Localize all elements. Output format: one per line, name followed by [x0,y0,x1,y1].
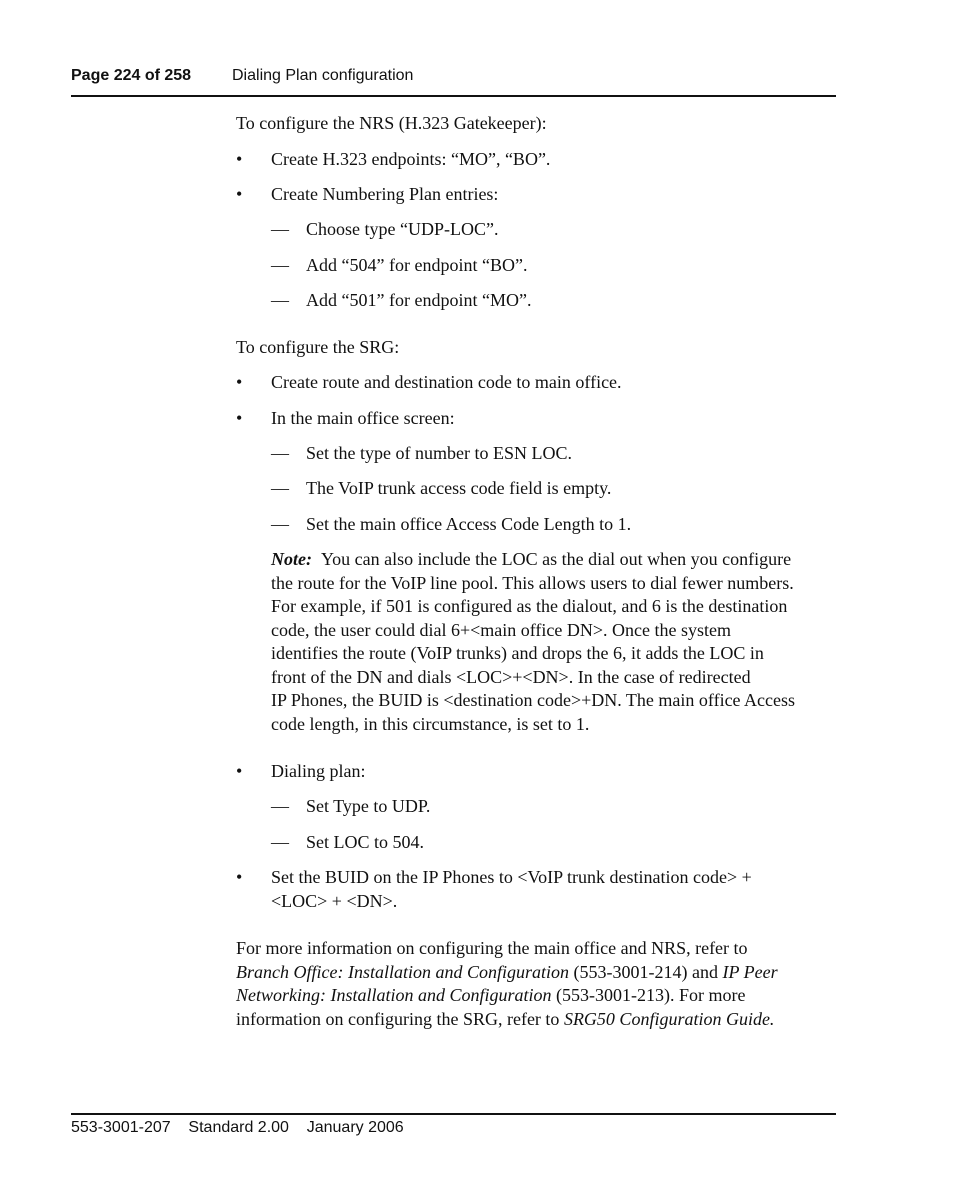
srg-bullet-main-office: In the main office screen: [271,408,455,428]
note-line: front of the DN and dials <LOC>+<DN>. In the case of redirected [271,666,751,687]
dash-marker: — [271,290,289,310]
note-block [271,548,837,736]
dash-marker: — [271,478,289,498]
bullet-marker: • [236,408,243,428]
bullet-marker: • [236,184,243,204]
doc-ref-branch-office: Branch Office: Installation and Configuration [236,961,569,982]
dash-marker: — [271,443,289,463]
standard-version: Standard 2.00 [188,1119,289,1136]
page-header [71,66,836,88]
more-info-line: information on configuring the SRG, refer to SRG50 Configuration Guide. [236,1008,775,1029]
more-info-line: Branch Office: Installation and Configuration (553-3001-214) and IP Peer [236,961,778,982]
note-line: Note: You can also include the LOC as the dial out when you configure [271,549,792,569]
dash-marker: — [271,514,289,534]
page-number: Page 224 of 258 [71,67,192,84]
bullet-marker: • [236,867,243,887]
nrs-intro: To configure the NRS (H.323 Gatekeeper): [236,113,547,133]
note-line: identifies the route (VoIP trunks) and drops the 6, it adds the LOC in [271,643,764,663]
srg-bullet-buid-line1: Set the BUID on the IP Phones to <VoIP trunk destination code> + [271,867,752,887]
note-line: code length, in this circumstance, is set to 1. [271,713,590,734]
more-info-line: Networking: Installation and Configuration (553-3001-213). For more [236,985,746,1005]
nrs-dash-504: Add “504” for endpoint “BO”. [306,255,528,275]
more-info-paragraph [236,937,836,1031]
srg-intro: To configure the SRG: [236,337,400,357]
doc-ref-srg50: SRG50 Configuration Guide. [563,1008,775,1029]
footer-rule [71,1113,836,1115]
header-rule [71,95,836,97]
srg-bullet-dialing-plan: Dialing plan: [271,761,366,781]
srg-bullet-route: Create route and destination code to main office. [271,372,622,392]
note-label: Note: [271,549,312,569]
dash-marker: — [271,219,289,239]
doc-number: 553-3001-207 [71,1119,171,1136]
bullet-marker: • [236,761,243,781]
page-footer [71,1118,404,1138]
nrs-bullet-numbering: Create Numbering Plan entries: [271,184,499,204]
srg-dash-access-code: The VoIP trunk access code field is empty. [306,478,612,498]
dash-marker: — [271,255,289,275]
dash-marker: — [271,832,289,852]
srg-dash-esn-loc: Set the type of number to ESN LOC. [306,443,572,463]
srg-dash-type-udp: Set Type to UDP. [306,796,431,816]
doc-ref-ip-peer: IP Peer [722,961,778,982]
srg-dash-loc-504: Set LOC to 504. [306,832,425,852]
bullet-marker: • [236,372,243,392]
nrs-dash-501: Add “501” for endpoint “MO”. [306,290,532,310]
doc-ref-ip-peer-cont: Networking: Installation and Configuration [236,985,552,1005]
srg-bullet-buid-line2: <LOC> + <DN>. [271,891,398,911]
note-line: For example, if 501 is configured as the dialout, and 6 is the destination [271,596,788,616]
dash-marker: — [271,796,289,816]
nrs-bullet-endpoints: Create H.323 endpoints: “MO”, “BO”. [271,149,551,169]
bullet-marker: • [236,149,243,169]
note-line: code, the user could dial 6+<main office DN>. Once the system [271,619,731,640]
section-title: Dialing Plan configuration [232,67,414,84]
publication-date: January 2006 [306,1119,404,1136]
note-line: IP Phones, the BUID is <destination code>+DN. The main office Access [271,690,796,710]
srg-dash-code-length: Set the main office Access Code Length to 1. [306,514,632,534]
nrs-dash-type: Choose type “UDP-LOC”. [306,219,499,239]
note-line: the route for the VoIP line pool. This allows users to dial fewer numbers. [271,572,794,593]
more-info-line: For more information on configuring the main office and NRS, refer to [236,938,748,958]
